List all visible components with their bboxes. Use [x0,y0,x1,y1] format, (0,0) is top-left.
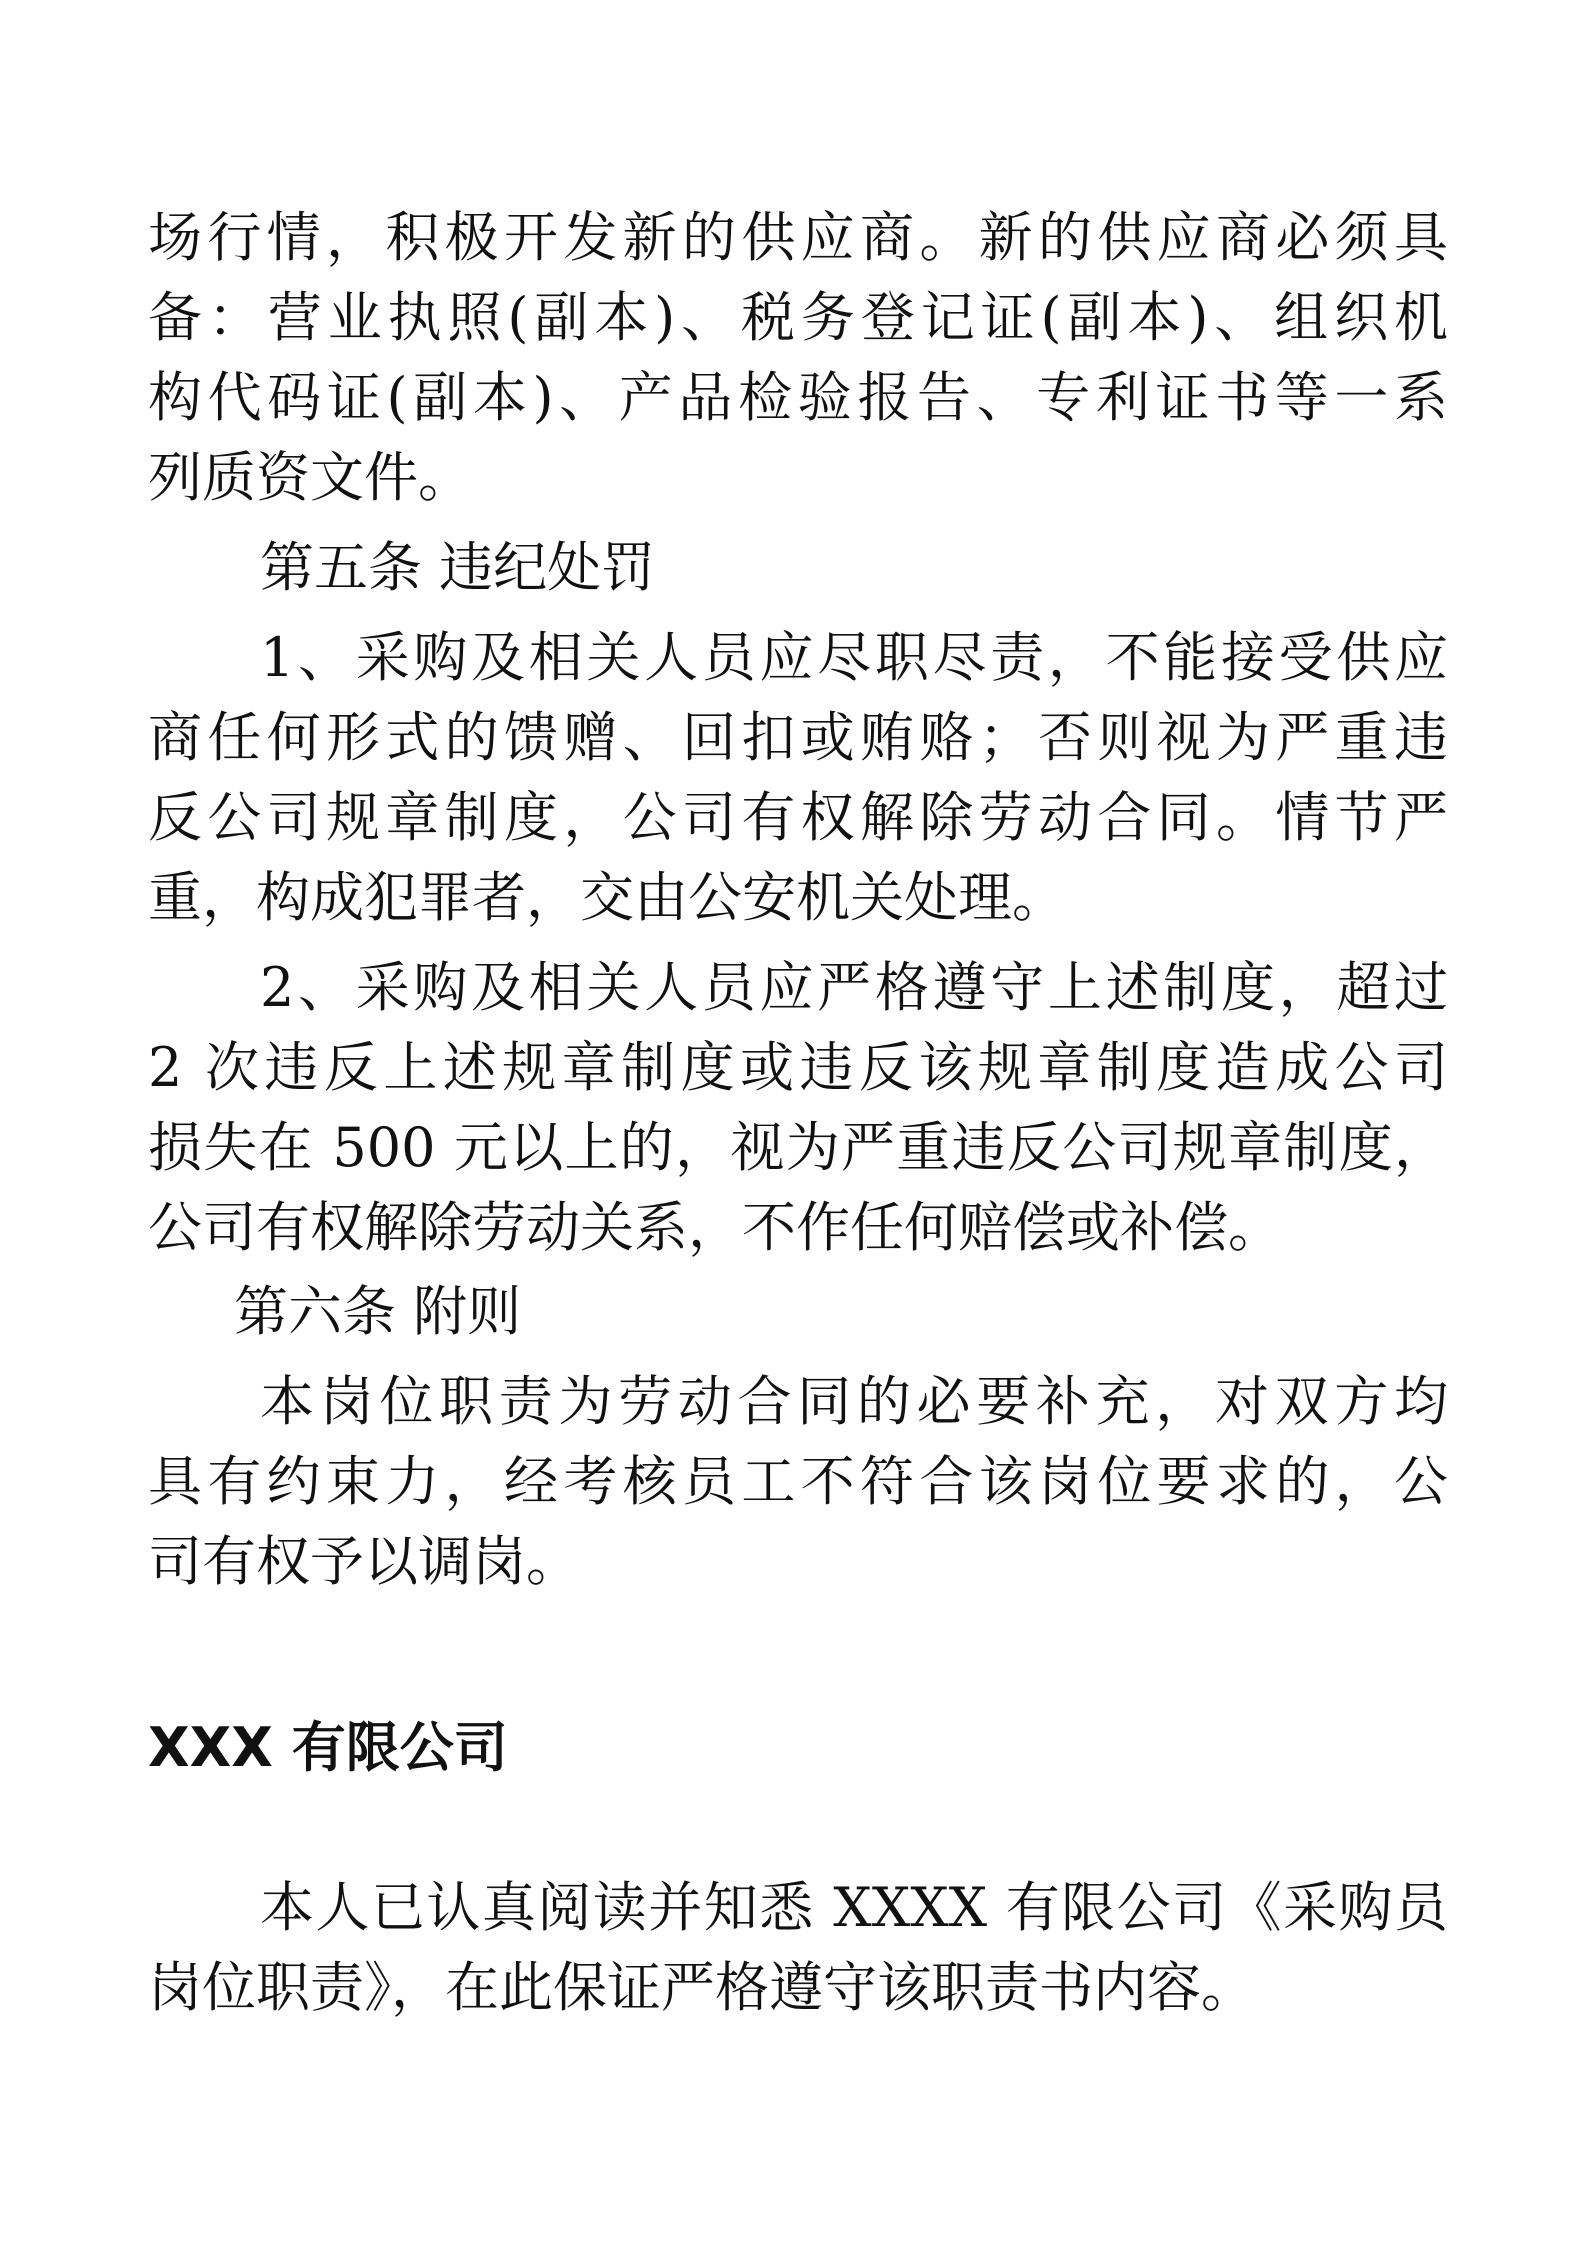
article-5-item-2-line: 2、采购及相关人员应严格遵守上述制度，超过 [260,956,1448,1019]
article-5-item-2-line: 2 次违反上述规章制度或违反该规章制度造成公司 [148,1036,1448,1099]
article-5-item-1-line: 商任何形式的馈赠、回扣或贿赂；否则视为严重违 [148,706,1448,769]
article-6-body-line: 司有权予以调岗。 [148,1530,580,1593]
article-5-item-2-line: 公司有权解除劳动关系，不作任何赔偿或补偿。 [148,1196,1282,1259]
acknowledgement-line: 岗位职责》，在此保证严格遵守该职责书内容。 [148,1956,1255,2019]
article-5-item-1-line: 重，构成犯罪者，交由公安机关处理。 [148,866,1066,929]
article-5-item-2-line: 损失在 500 元以上的，视为严重违反公司规章制度， [148,1116,1448,1179]
acknowledgement-line: 本人已认真阅读并知悉 XXXX 有限公司《采购员 [260,1876,1448,1939]
article-5-heading: 第五条 违纪处罚 [260,536,656,599]
paragraph-line: 列质资文件。 [148,446,472,509]
paragraph-line: 场行情，积极开发新的供应商。新的供应商必须具 [148,206,1448,269]
article-6-body-line: 本岗位职责为劳动合同的必要补充，对双方均 [260,1370,1448,1433]
article-5-item-1-line: 1、采购及相关人员应尽职尽责，不能接受供应 [260,626,1448,689]
company-name: XXX 有限公司 [148,1716,508,1779]
paragraph-line: 构代码证(副本)、产品检验报告、专利证书等一系 [148,366,1448,429]
article-5-item-1-line: 反公司规章制度，公司有权解除劳动合同。情节严 [148,786,1448,849]
paragraph-line: 备：营业执照(副本)、税务登记证(副本)、组织机 [148,286,1448,349]
article-6-body-line: 具有约束力，经考核员工不符合该岗位要求的，公 [148,1450,1448,1513]
article-6-heading: 第六条 附则 [234,1280,522,1343]
